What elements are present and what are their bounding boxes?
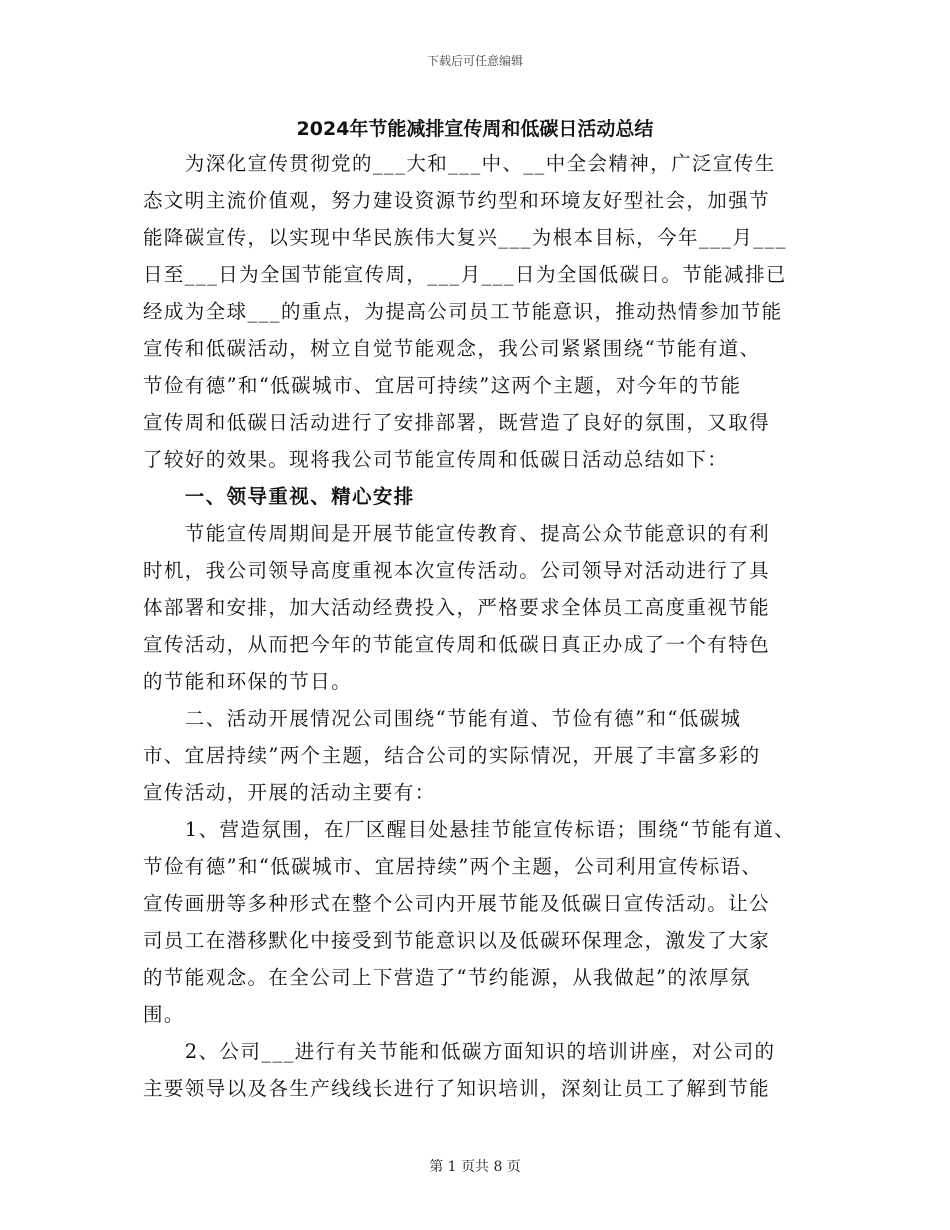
- document-title: 2024年节能减排宣传周和低碳日活动总结: [296, 118, 654, 140]
- body-line: 宣传活动，从而把今年的节能宣传周和低碳日真正办成了一个有特色: [143, 633, 771, 656]
- body-line: 节俭有德”和“低碳城市、宜居持续”两个主题，公司利用宣传标语、: [143, 855, 763, 878]
- section-heading: 一、领导重视、精心安排: [143, 485, 415, 508]
- body-line: 宣传周和低碳日活动进行了安排部署，既营造了良好的氛围，又取得: [143, 411, 771, 434]
- body-line: 二、活动开展情况公司围绕“节能有道、节俭有德”和“低碳城: [143, 707, 742, 730]
- body-line: 的节能和环保的节日。: [143, 670, 353, 693]
- body-line: 了较好的效果。现将我公司节能宣传周和低碳日活动总结如下：: [143, 448, 729, 471]
- editable-note: 下载后可任意编辑: [426, 54, 523, 68]
- body-line: 态文明主流价值观，努力建设资源节约型和环境友好型社会，加强节: [143, 189, 771, 212]
- body-line: 宣传和低碳活动，树立自觉节能观念，我公司紧紧围绕“节能有道、: [143, 337, 761, 360]
- body-line: 2、公司___进行有关节能和低碳方面知识的培训讲座，对公司的: [143, 1040, 776, 1063]
- body-line: 1、营造氛围，在厂区醒目处悬挂节能宣传标语；围绕“节能有道、: [143, 818, 796, 841]
- body-line: 司员工在潜移默化中接受到节能意识以及低碳环保理念，激发了大家: [143, 929, 771, 952]
- body-line: 为深化宣传贯彻党的___大和___中、__中全会精神，广泛宣传生: [143, 152, 776, 175]
- body-line: 体部署和安排，加大活动经费投入，严格要求全体员工高度重视节能: [143, 596, 771, 619]
- body-line: 节俭有德”和“低碳城市、宜居可持续”这两个主题，对今年的节能: [143, 374, 742, 397]
- page-number: 第 1 页共 8 页: [429, 1159, 521, 1175]
- body-line: 节能宣传周期间是开展节能宣传教育、提高公众节能意识的有利: [143, 522, 771, 545]
- body-line: 经成为全球___的重点，为提高公司员工节能意识，推动热情参加节能: [143, 300, 783, 323]
- body-line: 能降碳宣传，以实现中华民族伟大复兴___为根本目标，今年___月___: [143, 226, 787, 249]
- body-line: 主要领导以及各生产线线长进行了知识培训，深刻让员工了解到节能: [143, 1077, 771, 1100]
- body-line: 宣传画册等多种形式在整个公司内开展节能及低碳日宣传活动。让公: [143, 892, 771, 915]
- body-line: 市、宜居持续”两个主题，结合公司的实际情况，开展了丰富多彩的: [143, 744, 761, 767]
- body-line: 日至___日为全国节能宣传周，___月___日为全国低碳日。节能减排已: [143, 263, 787, 286]
- body-line: 的节能观念。在全公司上下营造了“节约能源，从我做起”的浓厚氛: [143, 966, 751, 989]
- body-line: 宣传活动，开展的活动主要有：: [143, 781, 436, 804]
- body-line: 围。: [143, 1003, 185, 1026]
- body-line: 时机，我公司领导高度重视本次宣传活动。公司领导对活动进行了具: [143, 559, 771, 582]
